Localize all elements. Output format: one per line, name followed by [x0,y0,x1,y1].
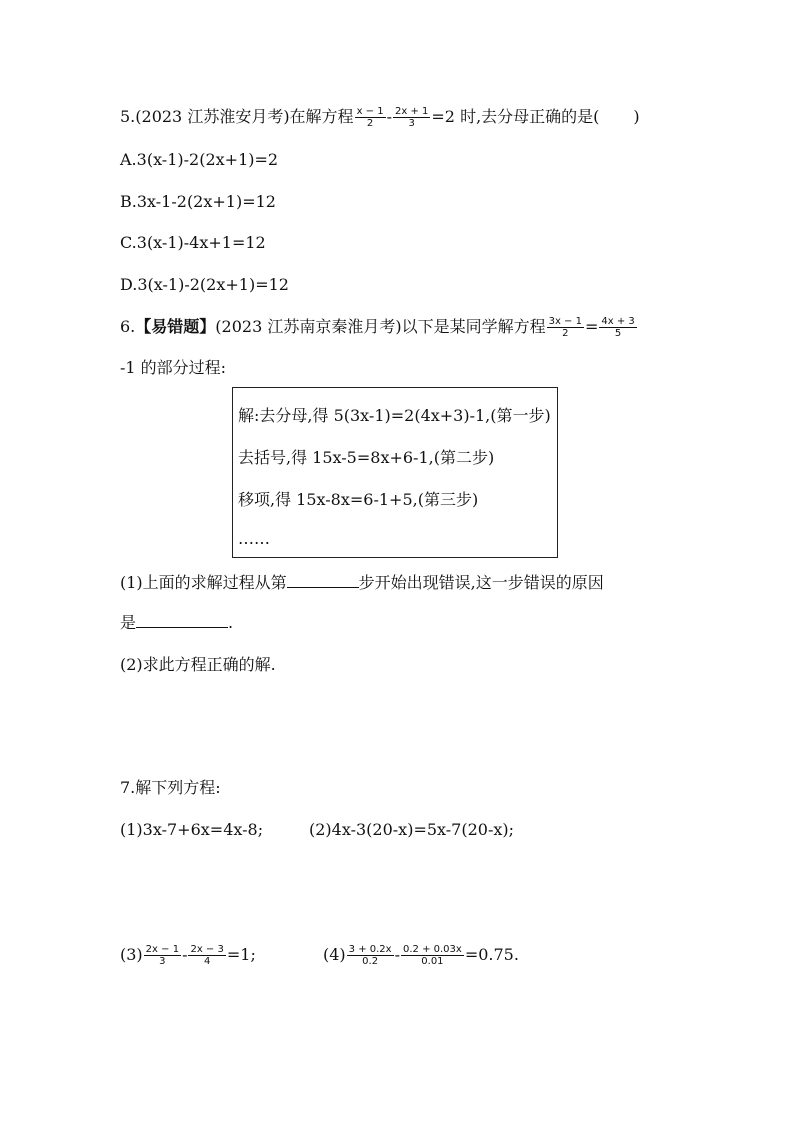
q5-option-a[interactable]: A.3(x-1)-2(2x+1)=2 [120,150,279,169]
solution-ellipsis: …… [238,529,270,548]
q6-solution-box [232,387,558,558]
q6-sub1: (1)上面的求解过程从第 步开始出现错误,这一步错误的原因 [120,573,604,592]
q5-option-c[interactable]: C.3(x-1)-4x+1=12 [120,233,266,252]
q5-fraction-1: $\frac{x - 1}{2}$ [356,106,384,129]
q7-p3-fraction-1: $\frac{2x - 1}{3}$ [145,944,180,967]
answer-blank-step[interactable] [287,572,359,588]
q5-stem: 5.(2023 江苏淮安月考)在解方程 $\frac{x - 1}{2}$ - $\frac{2x + 1}{3}$ =2 时,去分母正确的是( ) [120,106,640,129]
solution-step-2: 去括号,得 15x-5=8x+6-1,(第二步) [238,448,495,467]
solution-step-1: 解:去分母,得 5(3x-1)=2(4x+3)-1,(第一步) [238,406,551,425]
q7-part-1: (1)3x-7+6x=4x-8; [120,820,264,839]
q6-stem: 6.【易错题】(2023 江苏南京秦淮月考)以下是某同学解方程 $\frac{3x - 1}{2}$ = $\frac{4x + 3}{5}$ [120,316,635,339]
q6-stem-tail: -1 的部分过程: [120,358,227,377]
q7-title: 7.解下列方程: [120,778,221,797]
q7-part-3: (3) $\frac{2x - 1}{3}$ - $\frac{2x - 3}{4}$ =1; [120,944,256,967]
q6-fraction-2: $\frac{4x + 3}{5}$ [601,316,635,339]
q6-sub2: (2)求此方程正确的解. [120,655,276,674]
q7-p4-fraction-2: $\frac{0.2 + 0.03x}{0.01}$ [403,944,462,967]
q5-option-b[interactable]: B.3x-1-2(2x+1)=12 [120,192,276,211]
answer-blank-reason[interactable] [136,612,228,628]
q5-option-d[interactable]: D.3(x-1)-2(2x+1)=12 [120,275,289,294]
q6-fraction-1: $\frac{3x - 1}{2}$ [548,316,582,339]
q7-p4-fraction-1: $\frac{3 + 0.2x}{0.2}$ [348,944,392,967]
q7-part-4: (4) $\frac{3 + 0.2x}{0.2}$ - $\frac{0.2 + 0.03x}{0.01}$ =0.75. [323,944,519,967]
q6-sub1-cont: 是 . [120,613,234,632]
solution-step-3: 移项,得 15x-8x=6-1+5,(第三步) [238,490,479,509]
q5-prefix: 5.(2023 江苏淮安月考)在解方程 [120,107,354,126]
q6-tag: 【易错题】 [135,317,216,336]
q5-fraction-2: $\frac{2x + 1}{3}$ [395,106,429,129]
q7-p3-fraction-2: $\frac{2x - 3}{4}$ [190,944,224,967]
q7-part-2: (2)4x-3(20-x)=5x-7(20-x); [309,820,515,839]
